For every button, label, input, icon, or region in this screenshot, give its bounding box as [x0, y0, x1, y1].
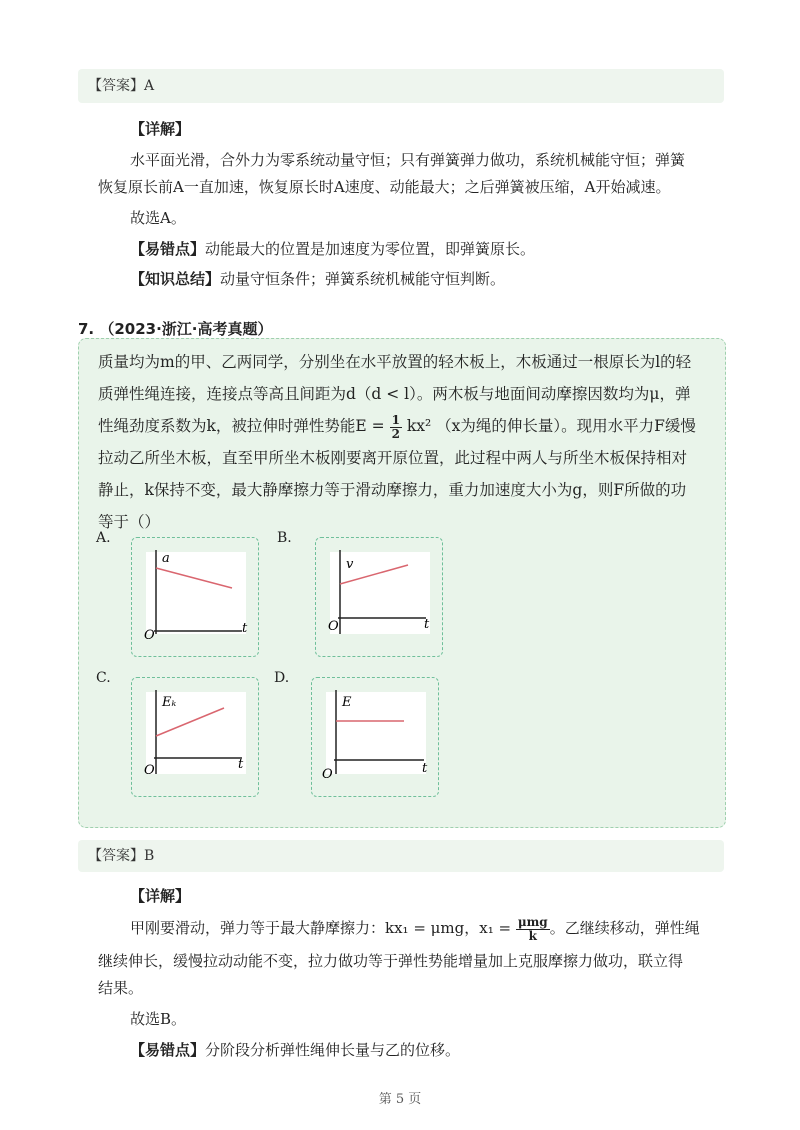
stem-line — [98, 410, 713, 442]
question-title: 7. （2023·浙江·高考真题） — [78, 320, 273, 338]
graph-svg — [312, 678, 440, 798]
page-number: 第 5 页 — [378, 1092, 422, 1107]
option-graph-b[interactable] — [315, 537, 443, 657]
option-label-b[interactable]: B. — [277, 530, 292, 546]
x-axis-label: t — [422, 761, 428, 776]
option-label-c[interactable]: C. — [96, 670, 111, 686]
option-graph-d[interactable] — [311, 677, 439, 797]
summary-text: 动量守恒条件；弹簧系统机械能守恒判断。 — [220, 270, 506, 288]
detail-text: 甲刚要滑动，弹力等于最大静摩擦力：kx₁ = μmg，x₁ = — [130, 919, 516, 937]
graph-panel — [146, 552, 246, 634]
x-axis-label: t — [242, 621, 248, 636]
answer-label: 【答案】A — [88, 78, 155, 94]
answer-bar — [78, 840, 724, 872]
stem-line: 拉动乙所坐木板，直至甲所坐木板刚要离开原位置，此过程中两人与所坐木板保持相对 — [98, 449, 688, 467]
y-axis-label: a — [162, 551, 170, 566]
summary-label: 【知识总结】 — [130, 270, 221, 288]
stem-line: 质弹性绳连接，连接点等高且间距为d（d < l）。两木板与地面间动摩擦因数均为μ，弹 — [98, 385, 691, 403]
pitfall-note — [130, 234, 535, 264]
stem-line: 静止，k保持不变，最大静摩擦力等于滑动摩擦力，重力加速度大小为g，则F所做的功 — [98, 481, 687, 499]
pitfall-text: 分阶段分析弹性绳伸长量与乙的位移。 — [205, 1041, 461, 1059]
fraction-denominator: k — [528, 928, 537, 943]
question-stem — [98, 346, 713, 538]
fraction-denominator: 2 — [391, 426, 400, 441]
y-axis-label: Eₖ — [162, 695, 177, 710]
stem-line: 等于（） — [98, 513, 161, 531]
option-graph-c[interactable] — [131, 677, 259, 797]
pitfall-text: 动能最大的位置是加速度为零位置，即弹簧原长。 — [205, 240, 536, 258]
answer-bar — [78, 69, 724, 103]
pitfall-label: 【易错点】 — [130, 240, 206, 258]
detail-text: 。乙继续移动，弹性绳 — [549, 919, 700, 937]
detail-line: 恢复原长前A一直加速，恢复原长时A速度、动能最大；之后弹簧被压缩，A开始减速。 — [98, 178, 671, 196]
origin-label: O — [144, 763, 155, 778]
origin-label: O — [322, 767, 333, 782]
detail-line: 继续伸长，缓慢拉动动能不变，拉力做功等于弹性势能增量加上克服摩擦力做功，联立得 — [98, 952, 684, 970]
graph-svg — [132, 538, 260, 658]
option-label-a[interactable]: A. — [96, 530, 111, 546]
summary-note — [130, 264, 505, 294]
answer-label: 【答案】B — [88, 848, 155, 864]
option-label-d[interactable]: D. — [274, 670, 290, 686]
detail-heading: 【详解】 — [130, 120, 191, 138]
origin-label: O — [144, 628, 155, 643]
fraction — [390, 414, 402, 441]
pitfall-label: 【易错点】 — [130, 1041, 206, 1059]
detail-choice: 故选A。 — [130, 209, 186, 227]
stem-line: 质量均为m的甲、乙两同学，分别坐在水平放置的轻木板上，木板通过一根原长为l的轻 — [98, 353, 692, 371]
fraction-numerator: μmg — [517, 914, 548, 929]
graph-svg — [132, 678, 260, 798]
detail-choice: 故选B。 — [130, 1010, 187, 1028]
y-axis-label: E — [342, 695, 352, 710]
x-axis-label: t — [238, 757, 244, 772]
fraction — [516, 916, 550, 943]
graph-panel — [326, 692, 426, 774]
graph-panel — [330, 552, 430, 634]
stem-text: kx² （x为绳的伸长量）。现用水平力F缓慢 — [406, 417, 696, 435]
detail-line: 水平面光滑，合外力为零系统动量守恒；只有弹簧弹力做功，系统机械能守恒；弹簧 — [130, 151, 686, 169]
option-graph-a[interactable] — [131, 537, 259, 657]
fraction-numerator: 1 — [391, 412, 400, 427]
detail-heading: 【详解】 — [130, 887, 191, 905]
graph-panel — [146, 692, 246, 774]
stem-text: 性绳劲度系数为k，被拉伸时弹性势能E = — [98, 417, 390, 435]
x-axis-label: t — [424, 617, 430, 632]
detail-line — [130, 913, 700, 943]
y-axis-label: v — [346, 557, 354, 572]
graph-svg — [316, 538, 444, 658]
origin-label: O — [328, 619, 339, 634]
pitfall-note — [130, 1035, 460, 1065]
detail-line: 结果。 — [98, 979, 144, 997]
